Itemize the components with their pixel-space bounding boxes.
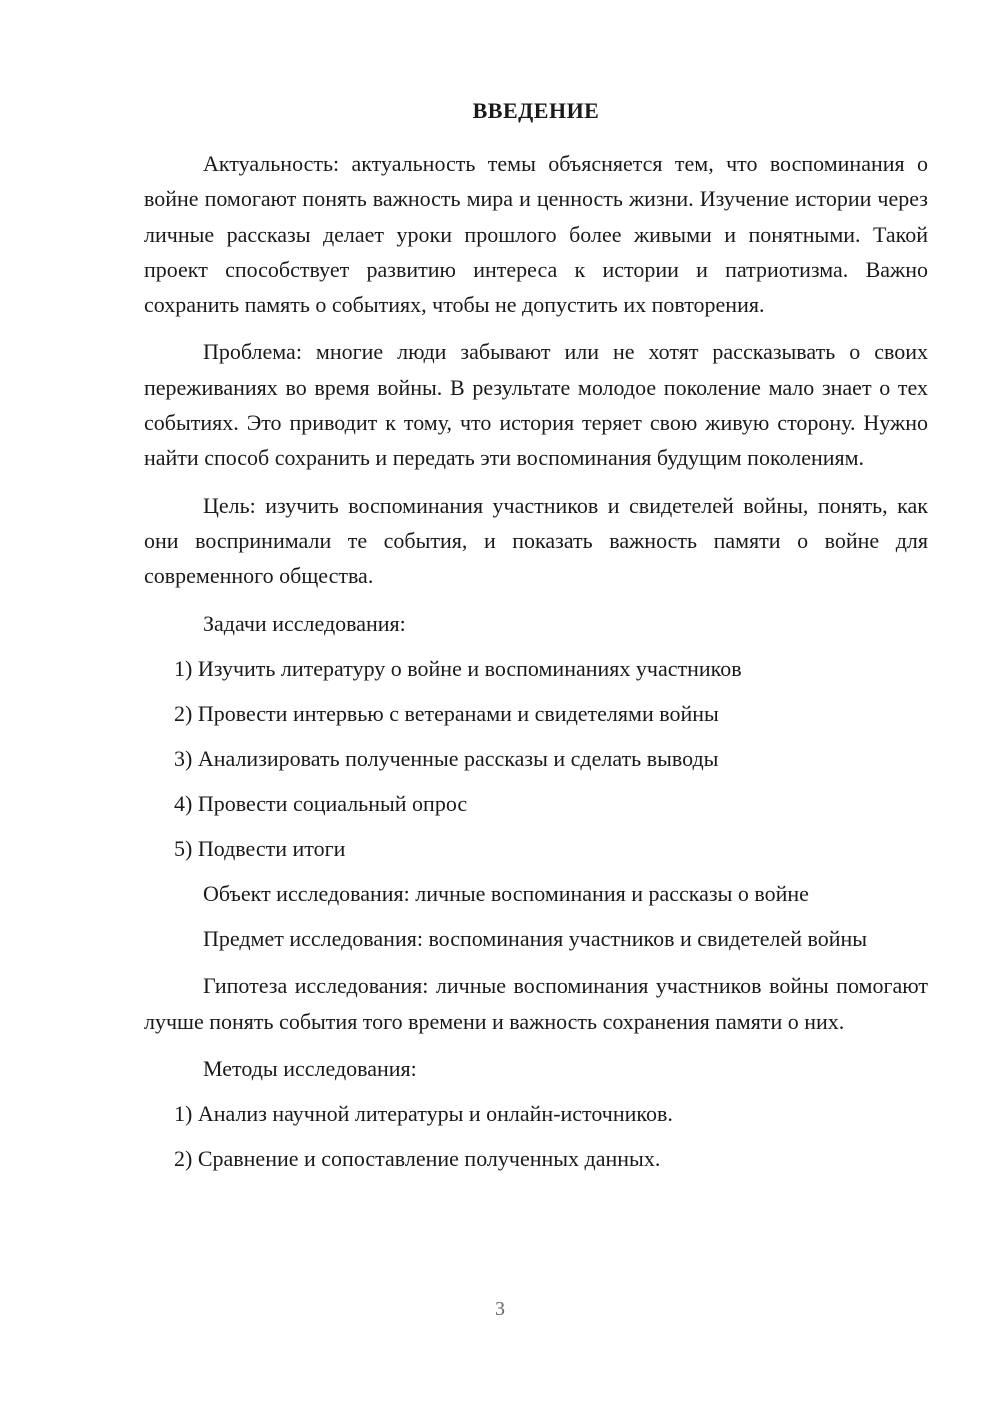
list-item: 1) Анализ научной литературы и онлайн-источников. [174, 1101, 673, 1127]
page-number: 3 [495, 1298, 505, 1320]
paragraph-hypothesis: Гипотеза исследования: личные воспоминания участников войны помогают лучше понять события того времени и важность сохранения памяти о них. [144, 973, 928, 1034]
paragraph-object: Объект исследования: личные воспоминания и рассказы о войне [203, 880, 809, 906]
list-item: 3) Анализировать полученные рассказы и сделать выводы [174, 745, 719, 771]
tasks-list [144, 651, 928, 866]
methods-list [144, 1096, 928, 1176]
list-item: 1) Изучить литературу о войне и воспоминаниях участников [174, 655, 742, 681]
tasks-heading: Задачи исследования: [203, 610, 406, 636]
page-title: ВВЕДЕНИЕ [472, 98, 600, 123]
paragraph-relevance: Актуальность: актуальность темы объясняется тем, что воспоминания о войне помогают понять важность мира и ценность жизни. Изучение истории через личные рассказы делает уроки прошлого более живыми и понятными. Такой проект способствует развитию интереса к истории и патриотизма. Важно сохранить память о событиях, чтобы не допустить их повторения. [144, 151, 928, 318]
list-item: 2) Провести интервью с ветеранами и свидетелями войны [174, 700, 719, 726]
list-item: 4) Провести социальный опрос [174, 790, 468, 816]
paragraph-goal: Цель: изучить воспоминания участников и свидетелей войны, понять, как они воспринимали те события, и показать важность памяти о войне для современного общества. [144, 492, 928, 589]
list-item: 2) Сравнение и сопоставление полученных данных. [174, 1146, 661, 1172]
page-content [144, 96, 928, 1186]
paragraph-subject: Предмет исследования: воспоминания участников и свидетелей войны [203, 926, 868, 952]
methods-heading: Методы исследования: [203, 1056, 417, 1082]
list-item: 5) Подвести итоги [174, 835, 346, 861]
paragraph-problem: Проблема: многие люди забывают или не хотят рассказывать о своих переживаниях во время войны. В результате молодое поколение мало знает о тех событиях. Это приводит к тому, что история теряет свою живую сторону. Нужно найти способ сохранить и передать эти воспоминания будущим поколениям. [144, 339, 928, 471]
